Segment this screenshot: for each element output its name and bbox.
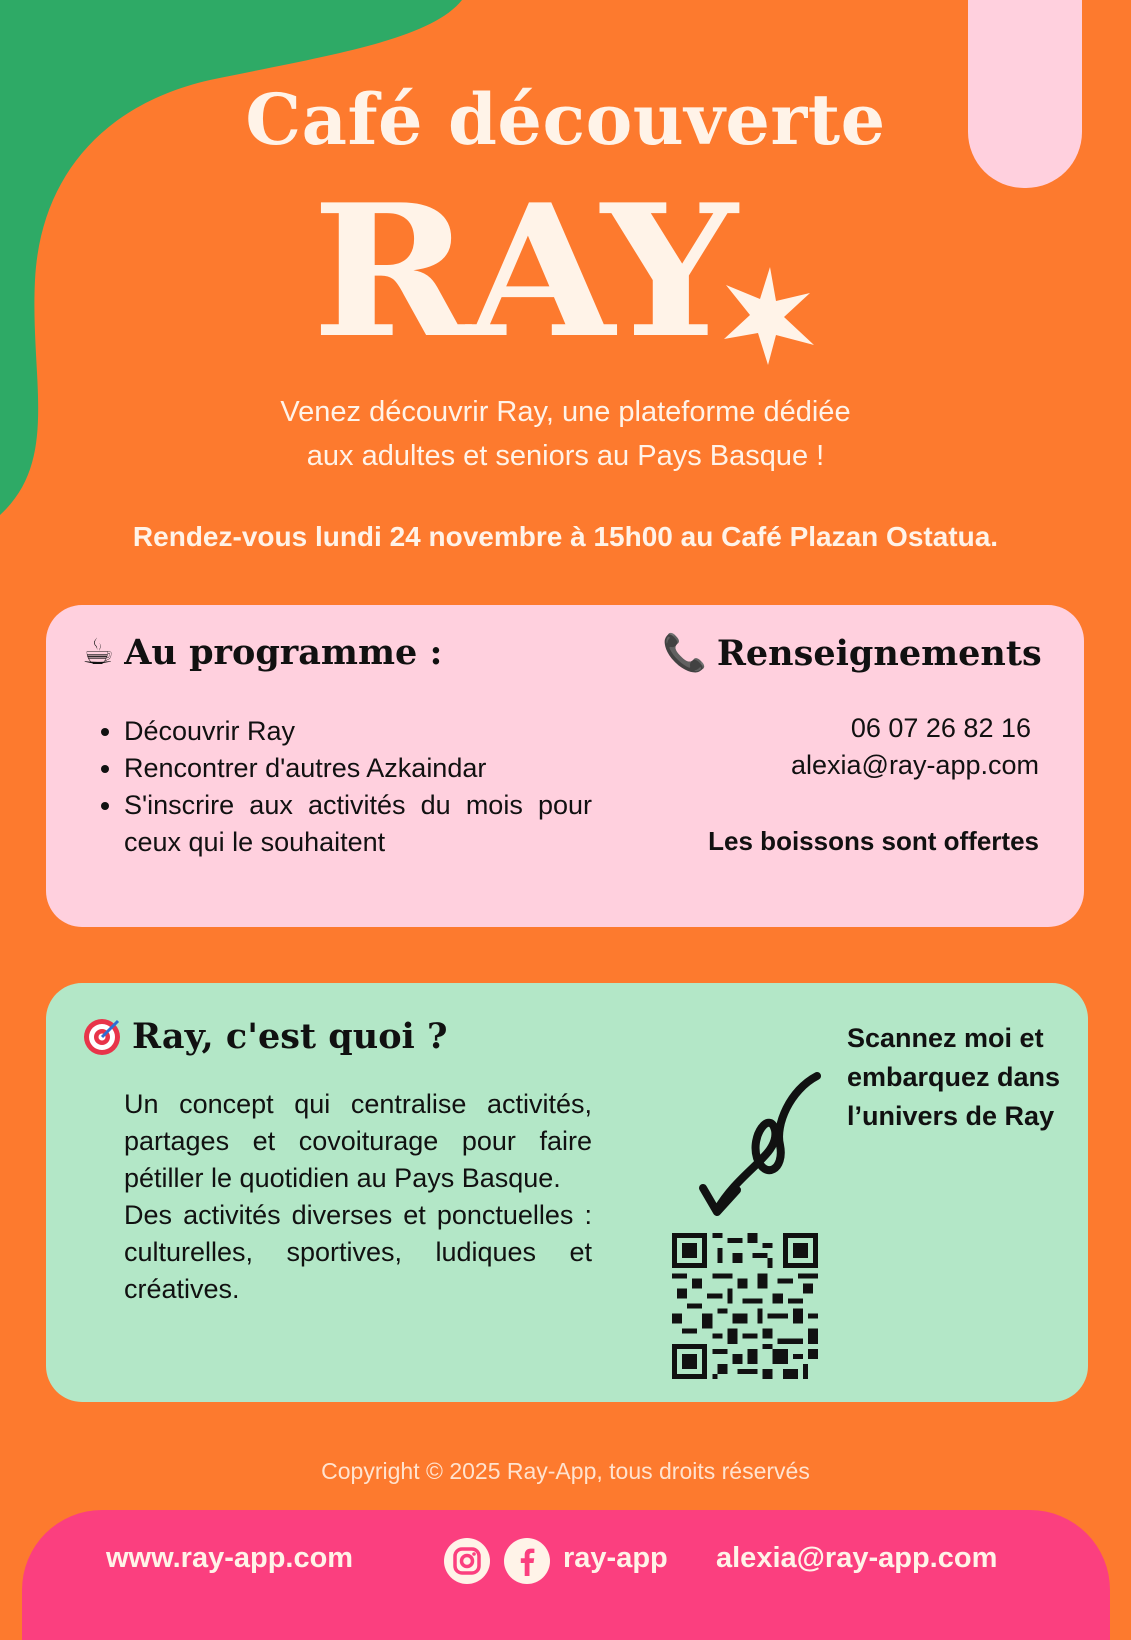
curly-arrow-icon (695, 1070, 825, 1220)
rendezvous-text: Rendez-vous lundi 24 novembre à 15h00 au Café Plazan Ostatua. (132, 521, 999, 552)
contact-email[interactable]: alexia@ray-app.com (790, 750, 1039, 780)
about-heading-text: Ray, c'est quoi ? (132, 1016, 448, 1057)
drinks-note: Les boissons sont offertes (708, 826, 1039, 856)
programme-heading (82, 632, 442, 673)
about-description (124, 1086, 592, 1308)
copyright-text: Copyright © 2025 Ray-App, tous droits réservés (321, 1458, 810, 1484)
intro-line-1: Venez découvrir Ray, une plateforme dédiée (280, 396, 851, 428)
scan-instruction: Scannez moi et embarquez dans l’univers de Ray (847, 1023, 1061, 1131)
intro-text (0, 390, 1131, 478)
website-link[interactable]: www.ray-app.com (106, 1542, 354, 1574)
renseignements-heading-text: Renseignements (716, 632, 1042, 674)
title-ray-brand: RAY (312, 164, 734, 378)
programme-list (80, 713, 592, 861)
footer-bar (22, 1510, 1110, 1640)
facebook-icon[interactable] (504, 1538, 550, 1584)
coffee-icon: ☕ (82, 632, 115, 673)
about-paragraph-1: Un concept qui centralise activités, partages et covoiturage pour faire pétiller le quotidien au Pays Basque. (124, 1089, 592, 1193)
about-heading (82, 1016, 448, 1057)
social-handle[interactable]: ray-app (563, 1542, 668, 1574)
list-item: • Rencontrer d'autres Azkaindar (124, 750, 592, 787)
list-item: • S'inscrire aux activités du mois pour ceux qui le souhaitent (124, 787, 592, 861)
instagram-icon[interactable] (444, 1538, 490, 1584)
qr-code[interactable] (672, 1233, 818, 1379)
list-item: • Découvrir Ray (124, 713, 592, 750)
phone-icon: 📞 (662, 633, 707, 674)
sparkle-star-icon (718, 265, 818, 365)
intro-line-2: aux adultes et seniors au Pays Basque ! (306, 440, 825, 472)
programme-heading-text: Au programme : (124, 632, 443, 673)
footer-email[interactable]: alexia@ray-app.com (716, 1542, 998, 1574)
about-paragraph-2: Des activités diverses et ponctuelles : culturelles, sportives, ludiques et créatives. (124, 1200, 592, 1304)
phone-number[interactable]: 06 07 26 82 16 (850, 713, 1031, 743)
target-icon (82, 1017, 122, 1057)
title-cafe-decouverte: Café découverte (245, 78, 886, 161)
renseignements-heading (662, 632, 1042, 674)
